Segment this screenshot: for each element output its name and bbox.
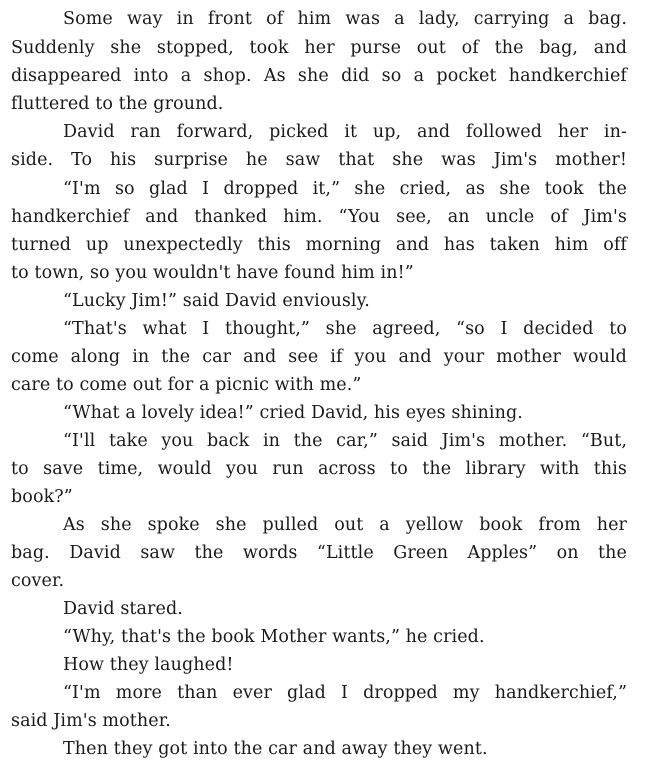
text-line: bag. David saw the words “Little Green Apples” on the xyxy=(11,543,627,563)
text-line: Then they got into the car and away they went. xyxy=(63,739,488,759)
text-line: disappeared into a shop. As she did so a pocket handkerchief xyxy=(11,66,627,86)
text-line: David ran forward, picked it up, and followed her in- xyxy=(63,122,627,142)
text-line: to save time, would you run across to the library with this xyxy=(11,459,627,479)
text-line: said Jim's mother. xyxy=(11,711,171,731)
text-line: David stared. xyxy=(63,599,183,619)
text-line: Some way in front of him was a lady, carrying a bag. xyxy=(63,9,627,29)
text-line: care to come out for a picnic with me.” xyxy=(11,375,362,395)
text-line: book?” xyxy=(11,487,73,507)
text-line: “I'm so glad I dropped it,” she cried, as she took the xyxy=(63,179,627,199)
text-line: come along in the car and see if you and your mother would xyxy=(11,347,627,367)
text-line: handkerchief and thanked him. “You see, an uncle of Jim's xyxy=(11,207,627,227)
text-line: “I'll take you back in the car,” said Jim's mother. “But, xyxy=(63,431,627,451)
text-line: “Lucky Jim!” said David enviously. xyxy=(63,291,370,311)
text-line: “What a lovely idea!” cried David, his eyes shining. xyxy=(63,403,523,423)
text-line: fluttered to the ground. xyxy=(11,94,224,114)
text-line: turned up unexpectedly this morning and has taken him off xyxy=(11,235,627,255)
text-line: Suddenly she stopped, took her purse out of the bag, and xyxy=(11,38,627,58)
text-line: side. To his surprise he saw that she was Jim's mother! xyxy=(11,150,627,170)
text-line: “I'm more than ever glad I dropped my handkerchief,” xyxy=(63,683,627,703)
text-line: “Why, that's the book Mother wants,” he cried. xyxy=(63,627,485,647)
text-line: cover. xyxy=(11,571,65,591)
text-line: How they laughed! xyxy=(63,655,234,675)
text-line: to town, so you wouldn't have found him in!” xyxy=(11,263,414,283)
text-line: As she spoke she pulled out a yellow book from her xyxy=(63,515,627,535)
text-line: “That's what I thought,” she agreed, “so I decided to xyxy=(63,319,627,339)
